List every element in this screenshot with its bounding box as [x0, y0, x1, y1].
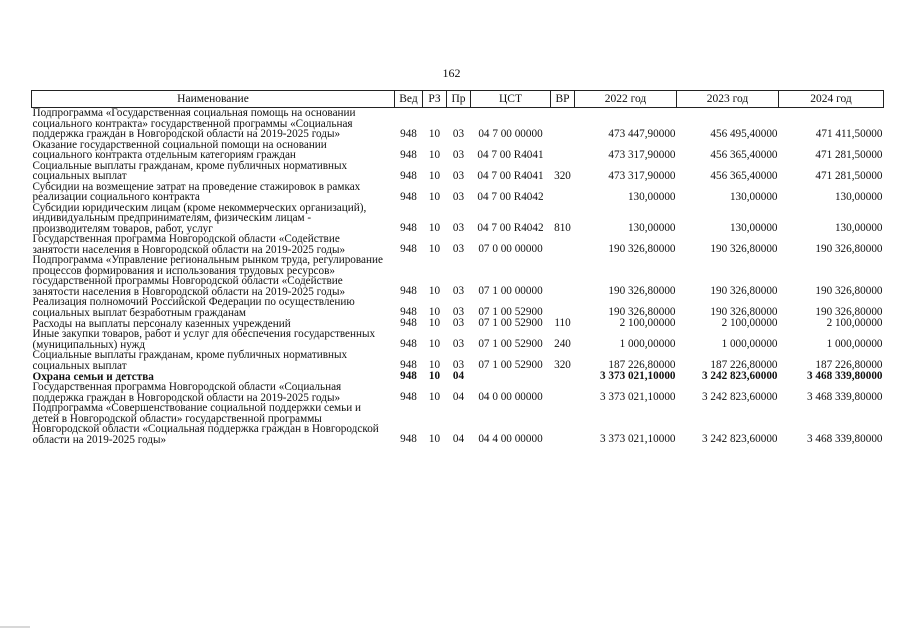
row-cst: 04 4 00 00000 — [478, 433, 543, 445]
row-name: Подпрограмма «Управление региональным рынком труда, регулирование процессов формирования и использования трудовых ресурсов» государственной программы Новгородской области «Содействие занятости населения в Новгородской области на 2019-2025 годы» — [32, 254, 383, 298]
row-cst: 04 7 00 R4042 — [477, 190, 544, 203]
row-amount-2023: 2 100,00000 — [721, 317, 778, 329]
row-cst: 07 1 00 00000 — [478, 285, 543, 297]
row-ved: 948 — [400, 338, 417, 350]
row-pr: 03 — [452, 306, 465, 318]
row-vr: 110 — [554, 317, 571, 329]
table-row — [32, 108, 884, 140]
header-2022: 2022 год — [575, 91, 677, 108]
row-amount-2022: 2 100,00000 — [619, 317, 676, 329]
row-rz: 10 — [428, 391, 441, 403]
row-pr: 03 — [452, 169, 465, 182]
row-amount-2024: 3 468 339,80000 — [806, 433, 883, 445]
row-pr: 03 — [452, 338, 465, 350]
row-amount-2023: 3 242 823,60000 — [701, 433, 778, 445]
row-cst — [471, 371, 551, 382]
row-amount-2022: 190 326,80000 — [608, 243, 676, 255]
table-row — [32, 329, 884, 350]
header-2023: 2023 год — [677, 91, 779, 108]
row-name: Оказание государственной социальной помощи на основании социального контракта отдельным категориям граждан — [32, 138, 327, 161]
row-vr — [551, 108, 575, 140]
row-amount-2022: 3 373 021,10000 — [599, 370, 676, 382]
row-pr: 03 — [452, 317, 465, 329]
row-rz: 10 — [428, 317, 441, 329]
row-ved: 948 — [400, 148, 417, 161]
table-row — [32, 182, 884, 203]
row-name: Субсидии на возмещение затрат на проведение стажировок в рамках реализации социального контракта — [32, 180, 361, 203]
row-cst: 04 7 00 R4042 — [477, 222, 544, 234]
row-pr: 04 — [452, 370, 465, 382]
row-rz: 10 — [428, 370, 441, 382]
row-name: Государственная программа Новгородской области «Содействие занятости населения в Новгородской области на 2019-2025 годы» — [32, 233, 346, 256]
row-amount-2024: 3 468 339,80000 — [806, 370, 883, 382]
table-row — [32, 255, 884, 297]
table-row — [32, 203, 884, 235]
row-amount-2022: 473 447,90000 — [608, 127, 676, 140]
row-amount-2022: 187 226,80000 — [608, 359, 676, 371]
row-vr — [551, 371, 575, 382]
row-amount-2022: 190 326,80000 — [608, 306, 676, 318]
row-amount-2024: 1 000,00000 — [826, 338, 883, 350]
row-amount-2024: 471 411,50000 — [815, 127, 883, 140]
row-name: Социальные выплаты гражданам, кроме публичных нормативных социальных выплат — [32, 159, 348, 182]
row-amount-2022: 473 317,90000 — [608, 148, 676, 161]
row-cst: 04 7 00 R4041 — [477, 148, 544, 161]
row-amount-2023: 3 242 823,60000 — [701, 391, 778, 403]
row-name: Реализация полномочий Российской Федерации по осуществлению социальных выплат безработным гражданам — [32, 296, 355, 319]
row-cst: 04 7 00 R4041 — [477, 169, 544, 182]
row-rz: 10 — [428, 243, 441, 255]
row-amount-2024: 130,00000 — [834, 222, 883, 234]
row-pr: 03 — [452, 285, 465, 297]
row-rz: 10 — [428, 306, 441, 318]
row-cst: 07 1 00 52900 — [478, 306, 543, 318]
table-row — [32, 382, 884, 403]
row-amount-2022: 130,00000 — [627, 222, 676, 234]
row-pr: 03 — [452, 222, 465, 234]
row-cst: 07 0 00 00000 — [478, 243, 543, 255]
row-cst: 04 7 00 00000 — [478, 127, 543, 140]
row-ved: 948 — [400, 190, 417, 203]
table-row — [32, 297, 884, 318]
row-cst: 07 1 00 52900 — [478, 317, 543, 329]
row-vr: 240 — [554, 338, 571, 350]
row-cst: 07 1 00 52900 — [478, 359, 543, 371]
row-amount-2023: 130,00000 — [729, 222, 778, 234]
row-amount-2023: 190 326,80000 — [710, 285, 778, 297]
row-rz: 10 — [428, 359, 441, 371]
row-ved: 948 — [400, 285, 417, 297]
row-vr — [551, 234, 575, 255]
row-ved: 948 — [400, 169, 417, 182]
row-rz: 10 — [428, 127, 441, 140]
row-ved: 948 — [400, 433, 417, 445]
row-cst: 04 0 00 00000 — [478, 391, 543, 403]
row-amount-2024: 3 468 339,80000 — [806, 391, 883, 403]
row-name: Охрана семьи и детства — [32, 370, 154, 383]
table-row — [32, 350, 884, 371]
table-row — [32, 140, 884, 161]
row-rz: 10 — [428, 433, 441, 445]
row-amount-2023: 1 000,00000 — [721, 338, 778, 350]
row-vr — [551, 382, 575, 403]
table-body — [32, 108, 884, 446]
row-amount-2023: 130,00000 — [729, 190, 778, 203]
row-name: Социальные выплаты гражданам, кроме публичных нормативных социальных выплат — [32, 349, 348, 372]
row-rz: 10 — [428, 148, 441, 161]
row-amount-2022: 190 326,80000 — [608, 285, 676, 297]
row-ved: 948 — [400, 317, 417, 329]
row-amount-2022: 473 317,90000 — [608, 169, 676, 182]
row-rz: 10 — [428, 222, 441, 234]
row-ved: 948 — [400, 359, 417, 371]
row-amount-2022: 3 373 021,10000 — [599, 391, 676, 403]
row-amount-2023: 456 365,40000 — [710, 169, 778, 182]
row-pr: 04 — [452, 433, 465, 445]
row-rz: 10 — [428, 338, 441, 350]
row-ved: 948 — [400, 127, 417, 140]
row-amount-2023: 456 365,40000 — [710, 148, 778, 161]
header-ved: Вед — [395, 91, 423, 108]
row-name: Субсидии юридическим лицам (кроме некоммерческих организаций), индивидуальным предпринимателям, физическим лицам - производителям товаров, работ, услуг — [32, 201, 367, 235]
row-amount-2024: 190 326,80000 — [815, 306, 883, 318]
budget-table — [31, 90, 884, 445]
row-amount-2024: 471 281,50000 — [815, 169, 883, 182]
row-vr — [551, 140, 575, 161]
row-vr: 320 — [554, 169, 571, 182]
row-ved: 948 — [400, 222, 417, 234]
row-amount-2024: 190 326,80000 — [815, 243, 883, 255]
row-ved: 948 — [400, 370, 417, 382]
row-amount-2023: 190 326,80000 — [710, 306, 778, 318]
row-name: Подпрограмма «Совершенствование социальной поддержки семьи и детей в Новгородской области» государственной программы Новгородской области «Социальная поддержка граждан в Новгородской области на 2019-2025 годы» — [32, 402, 379, 446]
row-pr: 04 — [452, 391, 465, 403]
row-amount-2024: 187 226,80000 — [815, 359, 883, 371]
header-cst: ЦСТ — [471, 91, 551, 108]
row-amount-2022: 3 373 021,10000 — [599, 433, 676, 445]
row-amount-2024: 190 326,80000 — [815, 285, 883, 297]
row-pr: 03 — [452, 243, 465, 255]
row-amount-2022: 130,00000 — [627, 190, 676, 203]
row-rz: 10 — [428, 169, 441, 182]
row-cst: 07 1 00 52900 — [478, 338, 543, 350]
table-row — [32, 161, 884, 182]
row-ved: 948 — [400, 391, 417, 403]
header-pr: Пр — [447, 91, 471, 108]
row-vr — [551, 403, 575, 445]
row-amount-2023: 190 326,80000 — [710, 243, 778, 255]
scan-edge-mark — [0, 626, 30, 628]
row-vr: 810 — [554, 222, 571, 234]
page-number: 162 — [442, 66, 461, 80]
row-pr: 03 — [452, 148, 465, 161]
row-amount-2023: 3 242 823,60000 — [701, 370, 778, 382]
row-vr — [551, 255, 575, 297]
row-vr: 320 — [554, 359, 571, 371]
row-amount-2024: 471 281,50000 — [815, 148, 883, 161]
row-amount-2024: 130,00000 — [834, 190, 883, 203]
row-pr: 03 — [452, 359, 465, 371]
row-ved: 948 — [400, 243, 417, 255]
row-name: Государственная программа Новгородской области «Социальная поддержка граждан в Новгородской области на 2019-2025 годы» — [32, 381, 342, 404]
row-amount-2023: 456 495,40000 — [710, 127, 778, 140]
row-rz: 10 — [428, 285, 441, 297]
header-2024: 2024 год — [779, 91, 884, 108]
row-vr — [551, 182, 575, 203]
row-amount-2024: 2 100,00000 — [826, 317, 883, 329]
row-name: Расходы на выплаты персоналу казенных учреждений — [32, 317, 291, 330]
table-header-row — [32, 91, 884, 108]
header-rz: РЗ — [423, 91, 447, 108]
row-name: Иные закупки товаров, работ и услуг для обеспечения государственных (муниципальных) нужд — [32, 328, 376, 351]
row-pr: 03 — [452, 127, 465, 140]
table-row — [32, 403, 884, 445]
header-vr: ВР — [551, 91, 575, 108]
row-ved: 948 — [400, 306, 417, 318]
row-rz: 10 — [428, 190, 441, 203]
table-row — [32, 234, 884, 255]
header-name: Наименование — [32, 91, 395, 108]
row-vr — [551, 297, 575, 318]
row-pr: 03 — [452, 190, 465, 203]
row-name: Подпрограмма «Государственная социальная помощь на основании социального контракта» государственной программы «Социальная поддержка граждан в Новгородской области на 2019-2025 годы» — [32, 107, 356, 140]
row-amount-2023: 187 226,80000 — [710, 359, 778, 371]
row-amount-2022: 1 000,00000 — [619, 338, 676, 350]
